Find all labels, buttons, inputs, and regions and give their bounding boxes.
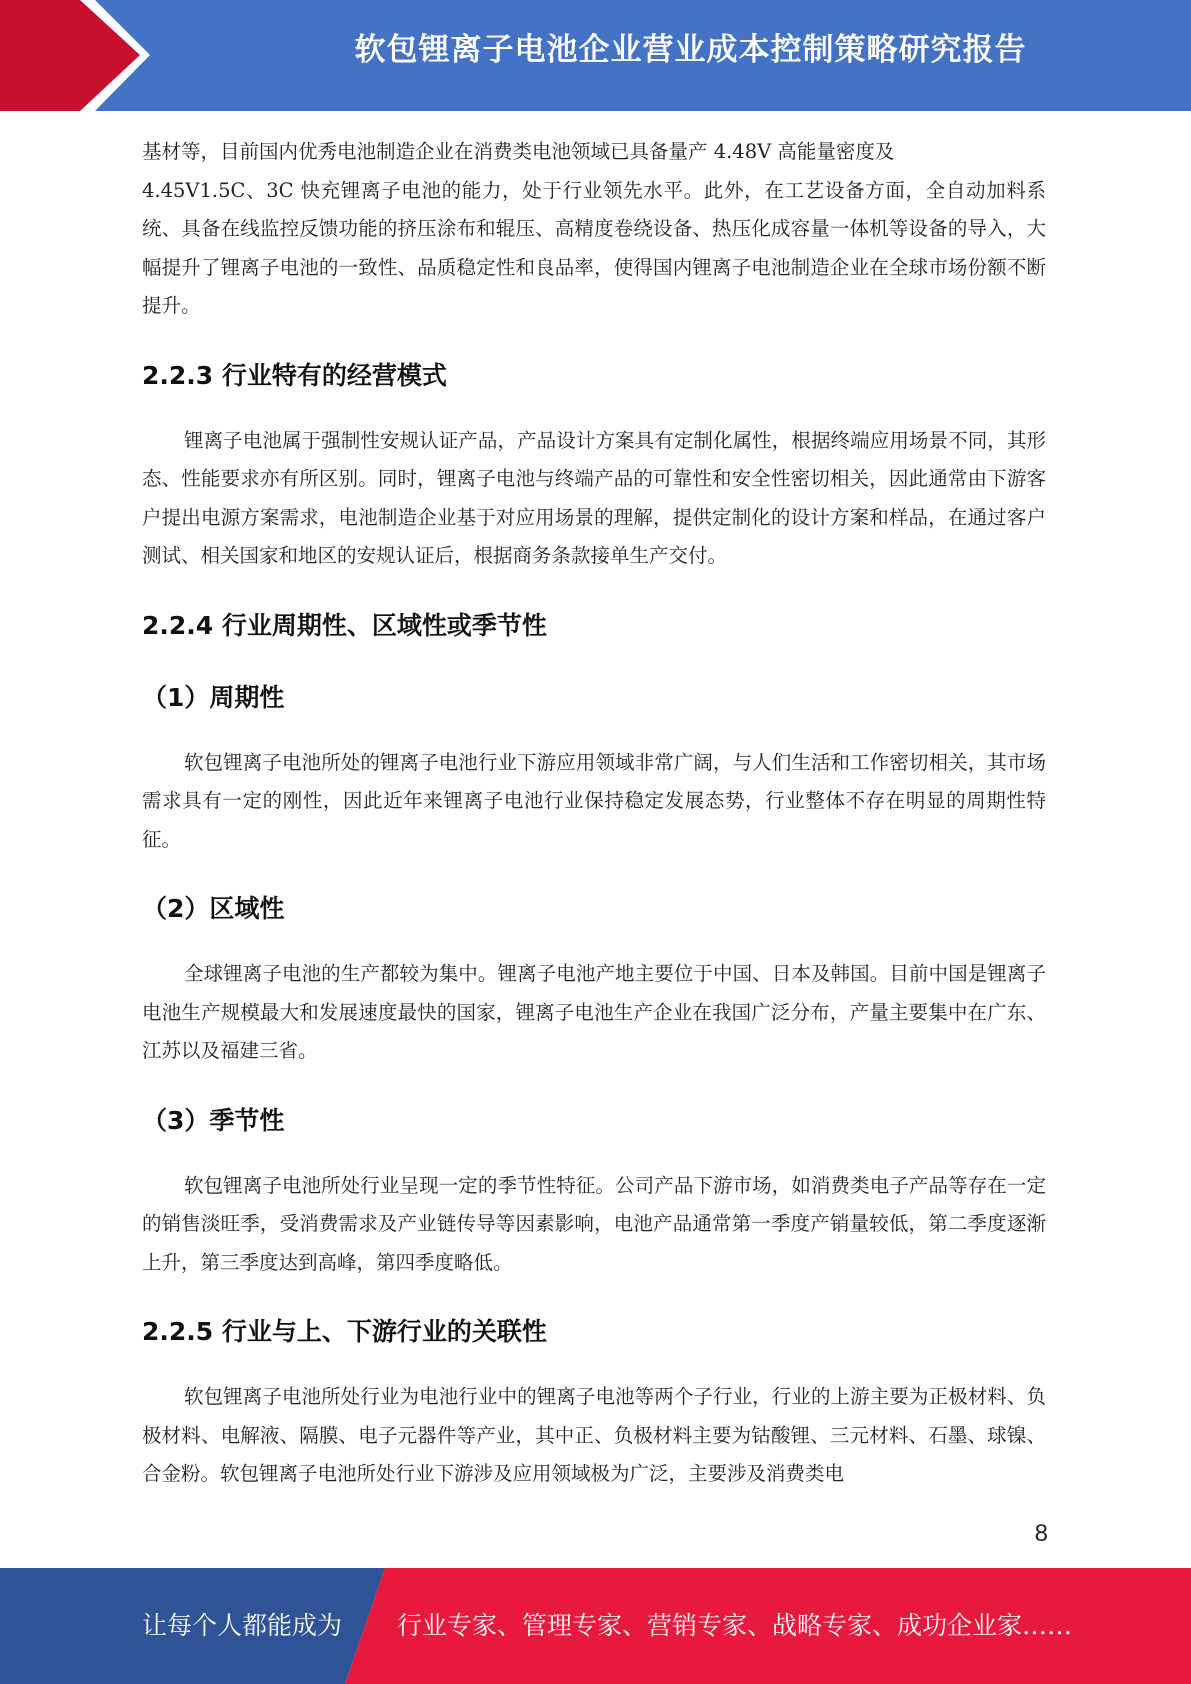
regionality-paragraph: 全球锂离子电池的生产都较为集中。锂离子电池产地主要位于中国、日本及韩国。目前中国是锂离子电池生产规模最大和发展速度最快的国家，锂离子电池生产企业在我国广泛分布，产量主要集中在广东、江苏以及福建三省。 xyxy=(142,962,1046,1062)
section-2-2-5-paragraph: 软包锂离子电池所处行业为电池行业中的锂离子电池等两个子行业，行业的上游主要为正极材料、负极材料、电解液、隔膜、电子元器件等产业，其中正、负极材料主要为钴酸锂、三元材料、石墨、球镍、合金粉。软包锂离子电池所处行业下游涉及应用领域极为广泛，主要涉及消费类电 xyxy=(142,1385,1046,1485)
section-heading-2-2-3: 2.2.3 行业特有的经营模式 xyxy=(142,360,447,390)
subheading-regionality: （2）区域性 xyxy=(142,894,285,923)
subheading-cyclicality: （1）周期性 xyxy=(142,682,285,712)
footer-slogan-right: 行业专家、管理专家、营销专家、战略专家、成功企业家…… xyxy=(397,1611,1073,1640)
intro-paragraph-line-2: 4.45V1.5C、3C 快充锂离子电池的能力，处于行业领先水平。此外，在工艺设备方面，全自动加料系统、具备在线监控反馈功能的挤压涂布和辊压、高精度卷绕设备、热压化成容量一体机等设备的导入，大幅提升了锂离子电池的一致性、品质稳定性和良品率，使得国内锂离子电池制造企业在全球市场份额不断提升。 xyxy=(142,178,1046,317)
page-number: 8 xyxy=(1034,1520,1048,1547)
seasonality-paragraph: 软包锂离子电池所处行业呈现一定的季节性特征。公司产品下游市场，如消费类电子产品等存在一定的销售淡旺季，受消费需求及产业链传导等因素影响，电池产品通常第一季度产销量较低，第二季度逐渐上升，第三季度达到高峰，第四季度略低。 xyxy=(142,1173,1046,1274)
section-2-2-3-paragraph: 锂离子电池属于强制性安规认证产品，产品设计方案具有定制化属性，根据终端应用场景不同，其形态、性能要求亦有所区别。同时，锂离子电池与终端产品的可靠性和安全性密切相关，因此通常由下游客户提出电源方案需求，电池制造企业基于对应用场景的理解，提供定制化的设计方案和样品，在通过客户测试、相关国家和地区的安规认证后，根据商务条款接单生产交付。 xyxy=(142,428,1046,567)
header-chevron-graphic xyxy=(0,0,160,111)
section-heading-2-2-4: 2.2.4 行业周期性、区域性或季节性 xyxy=(142,610,547,640)
report-title: 软包锂离子电池企业营业成本控制策略研究报告 xyxy=(354,32,1027,68)
document-body xyxy=(142,133,1046,1494)
subheading-seasonality: （3）季节性 xyxy=(142,1105,285,1135)
intro-paragraph-line-1: 基材等，目前国内优秀电池制造企业在消费类电池领域已具备量产 4.48V 高能量密度及 xyxy=(142,140,895,163)
page-header xyxy=(0,0,1191,111)
cyclicality-paragraph: 软包锂离子电池所处的锂离子电池行业下游应用领域非常广阔，与人们生活和工作密切相关，其市场需求具有一定的刚性，因此近年来锂离子电池行业保持稳定发展态势，行业整体不存在明显的周期性特征。 xyxy=(142,750,1046,851)
footer-slogan-left: 让每个人都能成为 xyxy=(142,1611,343,1640)
page-footer xyxy=(0,1568,1191,1684)
section-heading-2-2-5: 2.2.5 行业与上、下游行业的关联性 xyxy=(142,1317,547,1346)
